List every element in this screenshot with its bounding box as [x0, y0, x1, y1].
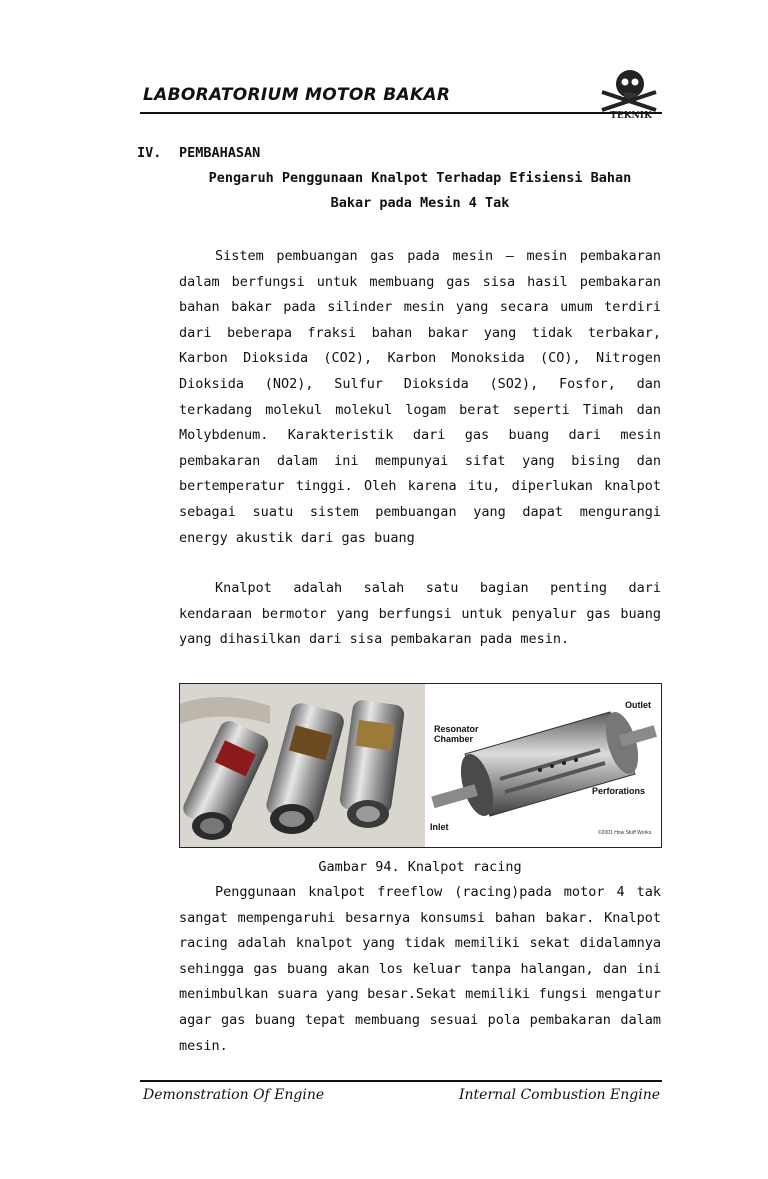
chamber-label: Chamber	[434, 734, 474, 744]
knalpot-figure	[179, 683, 662, 848]
paragraph-exhaust-system: Sistem pembuangan gas pada mesin – mesin pembakaran dalam berfungsi untuk membuang gas sisa hasil pembakaran bahan bakar pada silinder mesin yang secara umum terdiri dari beberapa fraksi bahan bakar yang tidak terbakar, Karbon Dioksida (CO2), Karbon Monoksida (CO), Nitrogen Dioksida (NO2), Sulfur Dioksida (SO2), Fosfor, dan terkadang molekul molekul logam berat seperti Timah dan Molybdenum. Karakteristik dari gas buang dari mesin pembakaran dalam ini mempunyai sifat yang bising dan bertemperatur tinggi. Oleh karena itu, diperlukan knalpot sebagai suatu sistem pembuangan yang dapat mengurangi energy akustik dari gas buang	[179, 248, 661, 546]
outlet-label: Outlet	[625, 700, 651, 710]
header-divider	[140, 112, 662, 114]
header-title: LABORATORIUM MOTOR BAKAR	[143, 85, 451, 105]
knalpot-illustration	[180, 684, 661, 847]
paragraph-racing-knalpot: Penggunaan knalpot freeflow (racing)pada motor 4 tak sangat mempengaruhi besarnya konsumsi bahan bakar. Knalpot racing adalah knalpot yang tidak memiliki sekat didalamnya sehingga gas buang akan los keluar tanpa halangan, dan ini menimbulkan suara yang besar.Sekat memiliki fungsi mengatur agar gas buang tepat membuang sesuai pola pembakaran dalam mesin.	[179, 884, 661, 1054]
logo-text: TEKNIK	[610, 111, 652, 121]
footer-divider	[140, 1080, 662, 1082]
perforations-label: Perforations	[592, 786, 646, 796]
subtitle-line-1: Pengaruh Penggunaan Knalpot Terhadap Efisiensi Bahan	[208, 170, 632, 186]
inlet-label: Inlet	[430, 822, 449, 832]
section-number: IV.	[137, 145, 162, 161]
subtitle-line-2: Bakar pada Mesin 4 Tak	[330, 195, 510, 211]
section-title: PEMBAHASAN	[179, 145, 261, 161]
paragraph-knalpot-definition: Knalpot adalah salah satu bagian penting dari kendaraan bermotor yang berfungsi untuk penyalur gas buang yang dihasilkan dari sisa pembakaran pada mesin.	[179, 580, 661, 648]
figure-caption: Gambar 94. Knalpot racing	[318, 859, 522, 875]
footer-left-text: Demonstration Of Engine	[143, 1087, 325, 1103]
footer-right-text: Internal Combustion Engine	[459, 1087, 660, 1103]
resonator-label: Resonator	[434, 724, 479, 734]
copyright-label: ©2001 How Stuff Works	[598, 830, 652, 836]
